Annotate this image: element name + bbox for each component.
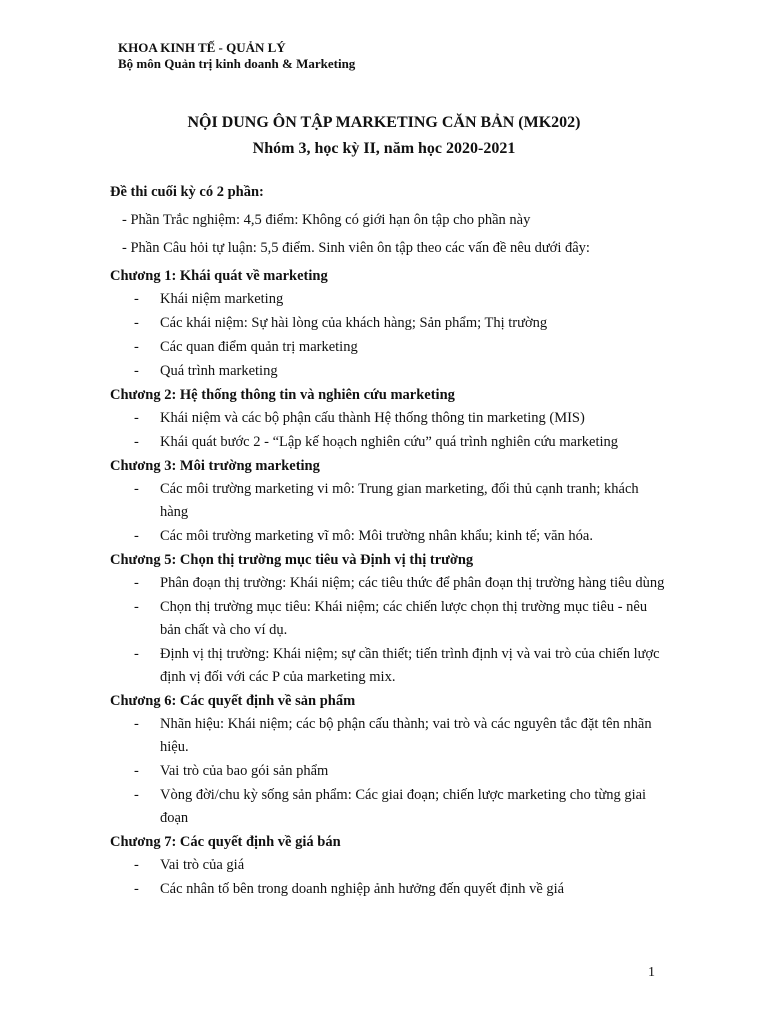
list-item: - Chọn thị trường mục tiêu: Khái niệm; các chiến lược chọn thị trường mục tiêu - nêu bản chất và cho ví dụ. <box>110 596 670 642</box>
department-name: Bộ môn Quản trị kinh doanh & Marketing <box>118 56 356 71</box>
list-item: - Các nhân tố bên trong doanh nghiệp ảnh hưởng đến quyết định về giá <box>110 878 670 901</box>
document-body <box>110 181 670 902</box>
page-number: 1 <box>648 965 655 980</box>
chapter-heading: Chương 3: Môi trường marketing <box>110 458 320 474</box>
list-item: - Định vị thị trường: Khái niệm; sự cần thiết; tiến trình định vị và vai trò của chiến lược định vị đối với các P của marketing mix. <box>110 643 670 689</box>
list-item: - Khái quát bước 2 - “Lập kế hoạch nghiên cứu” quá trình nghiên cứu marketing <box>110 431 670 454</box>
document-subtitle: Nhóm 3, học kỳ II, năm học 2020-2021 <box>252 140 516 157</box>
exam-part-multiple-choice: - Phần Trắc nghiệm: 4,5 điểm: Không có giới hạn ôn tập cho phần này <box>122 212 531 228</box>
faculty-name: KHOA KINH TẾ - QUẢN LÝ <box>118 40 286 55</box>
list-item: - Các khái niệm: Sự hài lòng của khách hàng; Sản phẩm; Thị trường <box>110 312 670 335</box>
chapter-item-list <box>110 713 670 830</box>
exam-part-essay: - Phần Câu hỏi tự luận: 5,5 điểm. Sinh viên ôn tập theo các vấn đề nêu dưới đây: <box>122 240 590 256</box>
chapter-heading: Chương 2: Hệ thống thông tin và nghiên cứu marketing <box>110 387 455 403</box>
chapter-heading: Chương 6: Các quyết định về sản phẩm <box>110 693 356 709</box>
list-item: - Các môi trường marketing vi mô: Trung gian marketing, đối thủ cạnh tranh; khách hàng <box>110 478 670 524</box>
document-title: NỘI DUNG ÔN TẬP MARKETING CĂN BẢN (MK202) <box>187 114 581 131</box>
list-item: - Các quan điểm quản trị marketing <box>110 336 670 359</box>
chapter-item-list <box>110 478 670 548</box>
exam-intro-heading: Đề thi cuối kỳ có 2 phần: <box>110 184 264 200</box>
chapter-item-list <box>110 854 670 901</box>
list-item: - Vai trò của bao gói sản phẩm <box>110 760 670 783</box>
chapter-heading: Chương 5: Chọn thị trường mục tiêu và Định vị thị trường <box>110 552 474 568</box>
list-item: - Phân đoạn thị trường: Khái niệm; các tiêu thức để phân đoạn thị trường hàng tiêu dùng <box>110 572 670 595</box>
list-item: - Quá trình marketing <box>110 360 670 383</box>
chapter-heading: Chương 1: Khái quát về marketing <box>110 268 328 284</box>
list-item: - Vòng đời/chu kỳ sống sản phẩm: Các giai đoạn; chiến lược marketing cho từng giai đoạn <box>110 784 670 830</box>
list-item: - Khái niệm và các bộ phận cấu thành Hệ thống thông tin marketing (MIS) <box>110 407 670 430</box>
list-item: - Khái niệm marketing <box>110 288 670 311</box>
chapter-item-list <box>110 288 670 383</box>
list-item: - Các môi trường marketing vĩ mô: Môi trường nhân khẩu; kinh tế; văn hóa. <box>110 525 670 548</box>
chapter-heading: Chương 7: Các quyết định về giá bán <box>110 834 341 850</box>
chapter-item-list <box>110 407 670 454</box>
list-item: - Nhãn hiệu: Khái niệm; các bộ phận cấu thành; vai trò và các nguyên tắc đặt tên nhãn hiệu. <box>110 713 670 759</box>
chapter-item-list <box>110 572 670 689</box>
list-item: - Vai trò của giá <box>110 854 670 877</box>
